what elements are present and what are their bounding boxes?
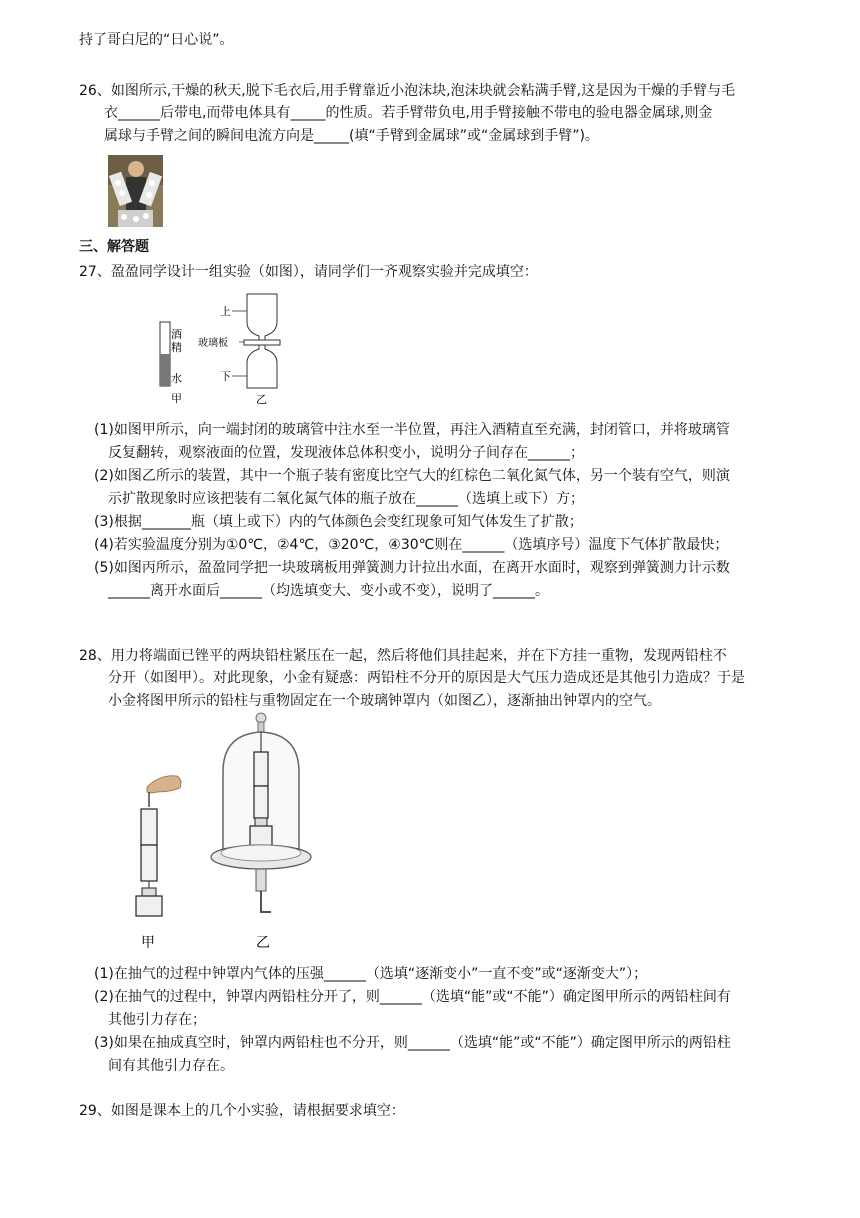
- label-water: 水: [171, 372, 182, 385]
- q28-line3: 小金将图甲所示的铅柱与重物固定在一个玻璃钟罩内（如图乙），逐渐抽出钟罩内的空气。: [108, 693, 661, 709]
- q28-part3-line2: 间有其他引力存在。: [108, 1058, 234, 1074]
- q27-number: 27、: [79, 264, 111, 280]
- q28-part3-line1: (3)如果在抽成真空时，钟罩内两铅柱也不分开，则______（选填“能”或“不能”）确定图甲所示的两铅柱: [94, 1035, 731, 1051]
- q27-part5-line1: (5)如图丙所示，盈盈同学把一块玻璃板用弹簧测力计拉出水面，在离开水面时，观察到弹簧测力计示数: [94, 560, 730, 576]
- label-jia-28: 甲: [141, 935, 155, 951]
- q28-line1: 用力将端面已锉平的两块铅柱紧压在一起，然后将他们具挂起来，并在下方挂一重物，发现两铅柱不: [110, 648, 727, 664]
- question-29: [79, 1100, 405, 1120]
- q28-part1: (1)在抽气的过程中钟罩内气体的压强______（选填“逐渐变小”一直不变”或“逐渐变大”）；: [94, 966, 648, 982]
- q27-part2-line1: (2)如图乙所示的装置，其中一个瓶子装有密度比空气大的红棕色二氧化氮气体，另一个装有空气，则演: [94, 468, 730, 484]
- q26-number: 26、: [79, 83, 111, 99]
- q27-part1-line2: 反复翻转，观察液面的位置，发现液体总体积变小，说明分子间存在______；: [108, 445, 584, 461]
- label-alcohol-1: 酒: [171, 328, 182, 341]
- question-26: [79, 80, 735, 100]
- q27-part5-line2: ______离开水面后______（均选填变大、变小或不变），说明了______。: [108, 583, 549, 599]
- q26-line1: 如图所示,干燥的秋天,脱下毛衣后,用手臂靠近小泡沫块,泡沫块就会粘满手臂,这是因为干燥的手臂与毛: [110, 83, 736, 99]
- q28-part2-line2: 其他引力存在；: [108, 1012, 206, 1028]
- label-glass-plate: 玻璃板: [198, 338, 228, 349]
- label-jia-27: 甲: [171, 392, 182, 405]
- q28-part2-line1: (2)在抽气的过程中，钟罩内两铅柱分开了，则______（选填“能”或“不能”）确定图甲所示的两铅柱间有: [94, 989, 731, 1005]
- hand-foam-photo: [108, 155, 163, 227]
- q27-figure: [150, 290, 290, 410]
- q26-line3: 属球与手臂之间的瞬间电流方向是_____(填“手臂到金属球”或“金属球到手臂”)。: [104, 128, 599, 144]
- q26-line2: 衣______后带电,而带电体具有_____的性质。若手臂带负电,用手臂接触不带电的验电器金属球,则金: [104, 105, 713, 121]
- q29-intro: 如图是课本上的几个小实验，请根据要求填空：: [110, 1103, 405, 1119]
- question-27: [79, 261, 538, 281]
- label-yi-27: 乙: [256, 393, 267, 406]
- q27-part1-line1: (1)如图甲所示，向一端封闭的玻璃管中注水至一半位置，再注入酒精直至充满，封闭管口，并将玻璃管: [94, 422, 730, 438]
- section-title: 三、解答题: [79, 239, 149, 255]
- question-28: [79, 645, 727, 665]
- q27-part2-line2: 示扩散现象时应该把装有二氧化氮气体的瓶子放在______（选填上或下）方；: [108, 491, 584, 507]
- q27-intro: 盈盈同学设计一组实验（如图），请同学们一齐观察实验并完成填空：: [110, 264, 538, 280]
- q27-part3: (3)根据_______瓶（填上或下）内的气体颜色会变红现象可知气体发生了扩散；: [94, 514, 583, 530]
- label-upper: 上: [220, 305, 231, 318]
- q28-number: 28、: [79, 648, 111, 664]
- q28-figure: [125, 712, 325, 957]
- label-alcohol-2: 精: [171, 341, 182, 354]
- q28-line2: 分开（如图甲）。对此现象，小金有疑惑：两铅柱不分开的原因是大气压力造成还是其他引力造成？于是: [108, 670, 745, 686]
- label-lower: 下: [220, 370, 231, 383]
- label-yi-28: 乙: [256, 935, 270, 951]
- q27-part4: (4)若实验温度分别为①0℃，②4℃，③20℃，④30℃则在______（选填序号）温度下气体扩散最快；: [94, 537, 729, 553]
- q25-tail-text: 持了哥白尼的“日心说”。: [79, 32, 234, 48]
- q29-number: 29、: [79, 1103, 111, 1119]
